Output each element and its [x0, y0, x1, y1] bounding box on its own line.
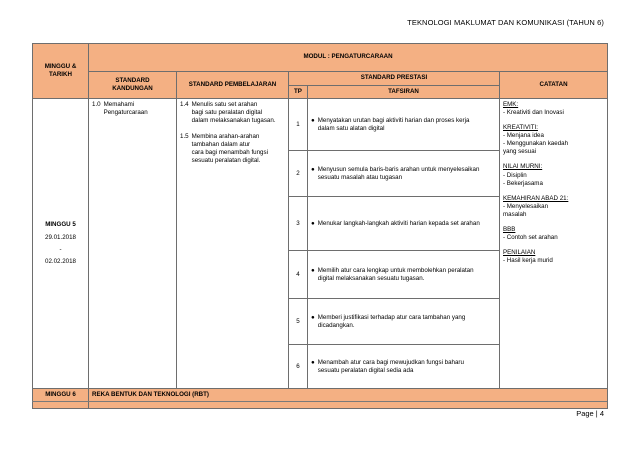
bullet-icon: ● [311, 165, 315, 173]
notes-kreativiti: KREATIVITI: - Menjana idea - Menggunakan kaedah yang sesuai [503, 124, 569, 156]
sp-number: 1.4 [180, 101, 189, 109]
week5-date-separator: - [59, 245, 62, 253]
tp-level-2: 2 [289, 151, 308, 197]
sp-item [180, 101, 285, 125]
tafsiran-6: ● Menambah atur cara bagi mewujudkan fungsi baharu sesuatu peralatan digital sedia ada [308, 345, 500, 389]
header-tafsiran: TAFSIRAN [308, 86, 500, 99]
header-minggu-line1: MINGGU & [44, 62, 77, 70]
tafsiran-1: ● Menyatakan urutan bagi aktiviti harian dan proses kerja dalam satu alatan digital [308, 99, 500, 151]
notes-nilai-murni: NILAI MURNI: - Disiplin - Bekerjasama [503, 163, 543, 187]
notes-penilaian: PENILAIAN - Hasil kerja murid [503, 248, 553, 264]
document-header: TEKNOLOGI MAKLUMAT DAN KOMUNIKASI (TAHUN 6) [407, 18, 604, 27]
tafsiran-4: ● Memilih atur cara lengkap untuk membolehkan peralatan digital melaksanakan sesuatu tugasan. [308, 251, 500, 299]
tp-level-1: 1 [289, 99, 308, 151]
notes-emk: EMK: - Kreativiti dan Inovasi [503, 101, 564, 117]
bullet-icon: ● [311, 116, 315, 124]
module-title: MODUL : PENGATURCARAAN [89, 44, 608, 72]
standard-pembelajaran-cell [177, 99, 289, 389]
lesson-plan-table [32, 43, 608, 409]
standard-kandungan-cell [89, 99, 177, 389]
week5-date-cell [33, 99, 89, 389]
header-catatan: CATATAN [500, 72, 608, 99]
tafsiran-5: ● Memberi justifikasi terhadap atur cara tambahan yang dicadangkan. [308, 299, 500, 345]
bullet-icon: ● [311, 219, 315, 227]
header-minggu-tarikh [33, 44, 89, 99]
notes-bbb: BBB - Contoh set arahan [503, 225, 558, 241]
bullet-icon: ● [311, 313, 315, 321]
bullet-icon: ● [311, 266, 315, 274]
week6-label: MINGGU 6 [33, 389, 89, 409]
header-minggu-line2: TARIKH [49, 71, 72, 79]
bullet-icon: ● [311, 358, 315, 366]
sp-item [180, 133, 285, 165]
tafsiran-2: ● Menyusun semula baris-baris arahan untuk menyelesaikan sesuatu masalah atau tugasan [308, 151, 500, 197]
tp-level-6: 6 [289, 345, 308, 389]
tp-level-3: 3 [289, 197, 308, 251]
week6-module: REKA BENTUK DAN TEKNOLOGI (RBT) [89, 389, 608, 409]
header-standard-kandungan: STANDARD KANDUNGAN [89, 72, 177, 99]
sp-text: Menulis satu set arahan bagi satu peralatan digital dalam melaksanakan tugasan. [191, 101, 276, 125]
header-standard-pembelajaran: STANDARD PEMBELAJARAN [177, 72, 289, 99]
notes-kemahiran-abad-21: KEMAHIRAN ABAD 21: - Menyelesaikan masalah [503, 194, 569, 218]
sk-number: 1.0 [92, 101, 101, 109]
sp-text: Membina arahan-arahan tambahan dalam atur cara bagi menambah fungsi sesuatu peralatan digital. [191, 133, 268, 165]
header-tp: TP [289, 86, 308, 99]
tp-level-5: 5 [289, 299, 308, 345]
week5-label: MINGGU 5 [45, 221, 76, 229]
week5-start-date: 29.01.2018 [45, 233, 76, 241]
week5-end-date: 02.02.2018 [45, 257, 76, 265]
sk-text: Memahami Pengaturcaraan [103, 101, 148, 117]
tp-level-4: 4 [289, 251, 308, 299]
catatan-cell [500, 99, 608, 389]
page-number: Page | 4 [576, 409, 604, 418]
sp-number: 1.5 [180, 133, 189, 141]
tafsiran-3: ● Menukar langkah-langkah aktiviti harian kepada set arahan [308, 197, 500, 251]
footer-divider [32, 401, 607, 402]
header-standard-prestasi: STANDARD PRESTASI [289, 72, 500, 86]
